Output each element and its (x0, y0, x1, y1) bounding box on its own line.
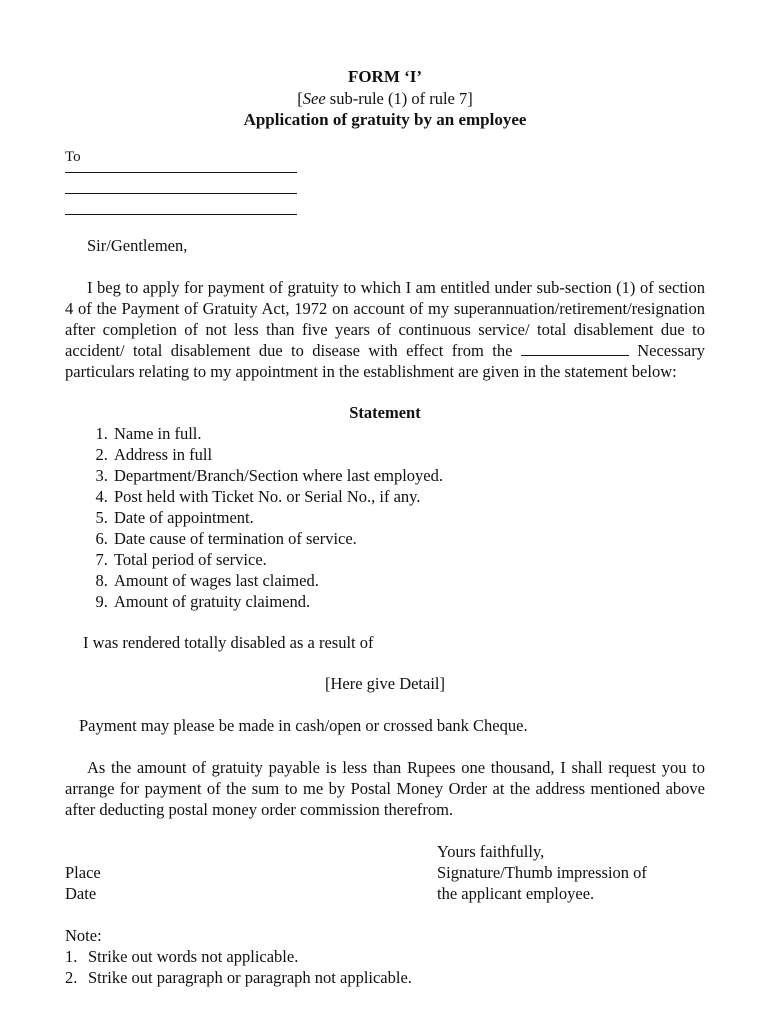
closing-text: Yours faithfully, (437, 842, 545, 861)
rule-reference (65, 88, 705, 109)
statement-list (65, 423, 705, 612)
intro-text-before-blank: I beg to apply for payment of gratuity to which I am entitled under sub-section (1) of section 4 of the Payment of Gratuity Act, 1972 on account of my superannuation/retirement/resignation after completion of not less than five years of continuous service/ total disablement due to accident/ total disablement due to disease with effect from the (65, 278, 705, 360)
statement-item: 1. Name in full. (112, 423, 705, 444)
statement-item: 8. Amount of wages last claimed. (112, 570, 705, 591)
application-title: Application of gratuity by an employee (243, 110, 527, 129)
statement-item: 9. Amount of gratuity claimend. (112, 591, 705, 612)
address-block (65, 147, 705, 215)
intro-text-after-blank: Necessary particulars relating to my appointment in the establishment are given in the statement below: (65, 341, 706, 381)
signature-text-block (437, 841, 647, 904)
intro-paragraph (65, 277, 705, 382)
address-line-1[interactable] (65, 172, 297, 173)
address-line-2[interactable] (65, 193, 297, 194)
note-item-text: Strike out paragraph or paragraph not applicable. (88, 968, 412, 987)
signature-block (65, 841, 705, 904)
salutation: Sir/Gentlemen, (87, 236, 188, 255)
statement-item: 6. Date cause of termination of service. (112, 528, 705, 549)
place-date-block (65, 862, 101, 904)
form-title: FORM ‘I’ (347, 67, 423, 86)
signature-line-2: the applicant employee. (437, 884, 595, 903)
disablement-detail: [Here give Detail] (324, 674, 446, 693)
statement-item: 4. Post held with Ticket No. or Serial No., if any. (112, 486, 705, 507)
statement-item: 5. Date of appointment. (112, 507, 705, 528)
signature-line-1: Signature/Thumb impression of (437, 863, 647, 882)
form-document (65, 66, 705, 988)
note-item-number: 2. (65, 968, 78, 987)
place-label: Place (65, 863, 101, 882)
money-order-paragraph: As the amount of gratuity payable is less than Rupees one thousand, I shall request you to arrange for payment of the sum to me by Postal Money Order at the address mentioned above after deducting postal money order commission therefrom. (65, 758, 705, 819)
note-block (65, 925, 705, 988)
rule-see-word: See (302, 89, 326, 108)
statement-item: 7. Total period of service. (112, 549, 705, 570)
note-label: Note: (65, 926, 102, 945)
note-list (65, 946, 705, 988)
address-line-3[interactable] (65, 214, 297, 215)
note-item-text: Strike out words not applicable. (88, 947, 299, 966)
note-item (65, 946, 705, 967)
rule-open-bracket: [ (297, 89, 303, 108)
rule-rest-text: sub-rule (1) of rule 7] (325, 89, 473, 108)
effective-date-blank[interactable] (521, 341, 629, 356)
statement-item: 2. Address in full (112, 444, 705, 465)
to-label: To (65, 149, 81, 165)
note-item-number: 1. (65, 947, 78, 966)
date-label: Date (65, 884, 97, 903)
note-item (65, 967, 705, 988)
payment-mode-text: Payment may please be made in cash/open or crossed bank Cheque. (79, 716, 528, 735)
statement-item: 3. Department/Branch/Section where last employed. (112, 465, 705, 486)
disablement-text: I was rendered totally disabled as a result of (83, 633, 374, 652)
statement-heading: Statement (349, 403, 421, 422)
